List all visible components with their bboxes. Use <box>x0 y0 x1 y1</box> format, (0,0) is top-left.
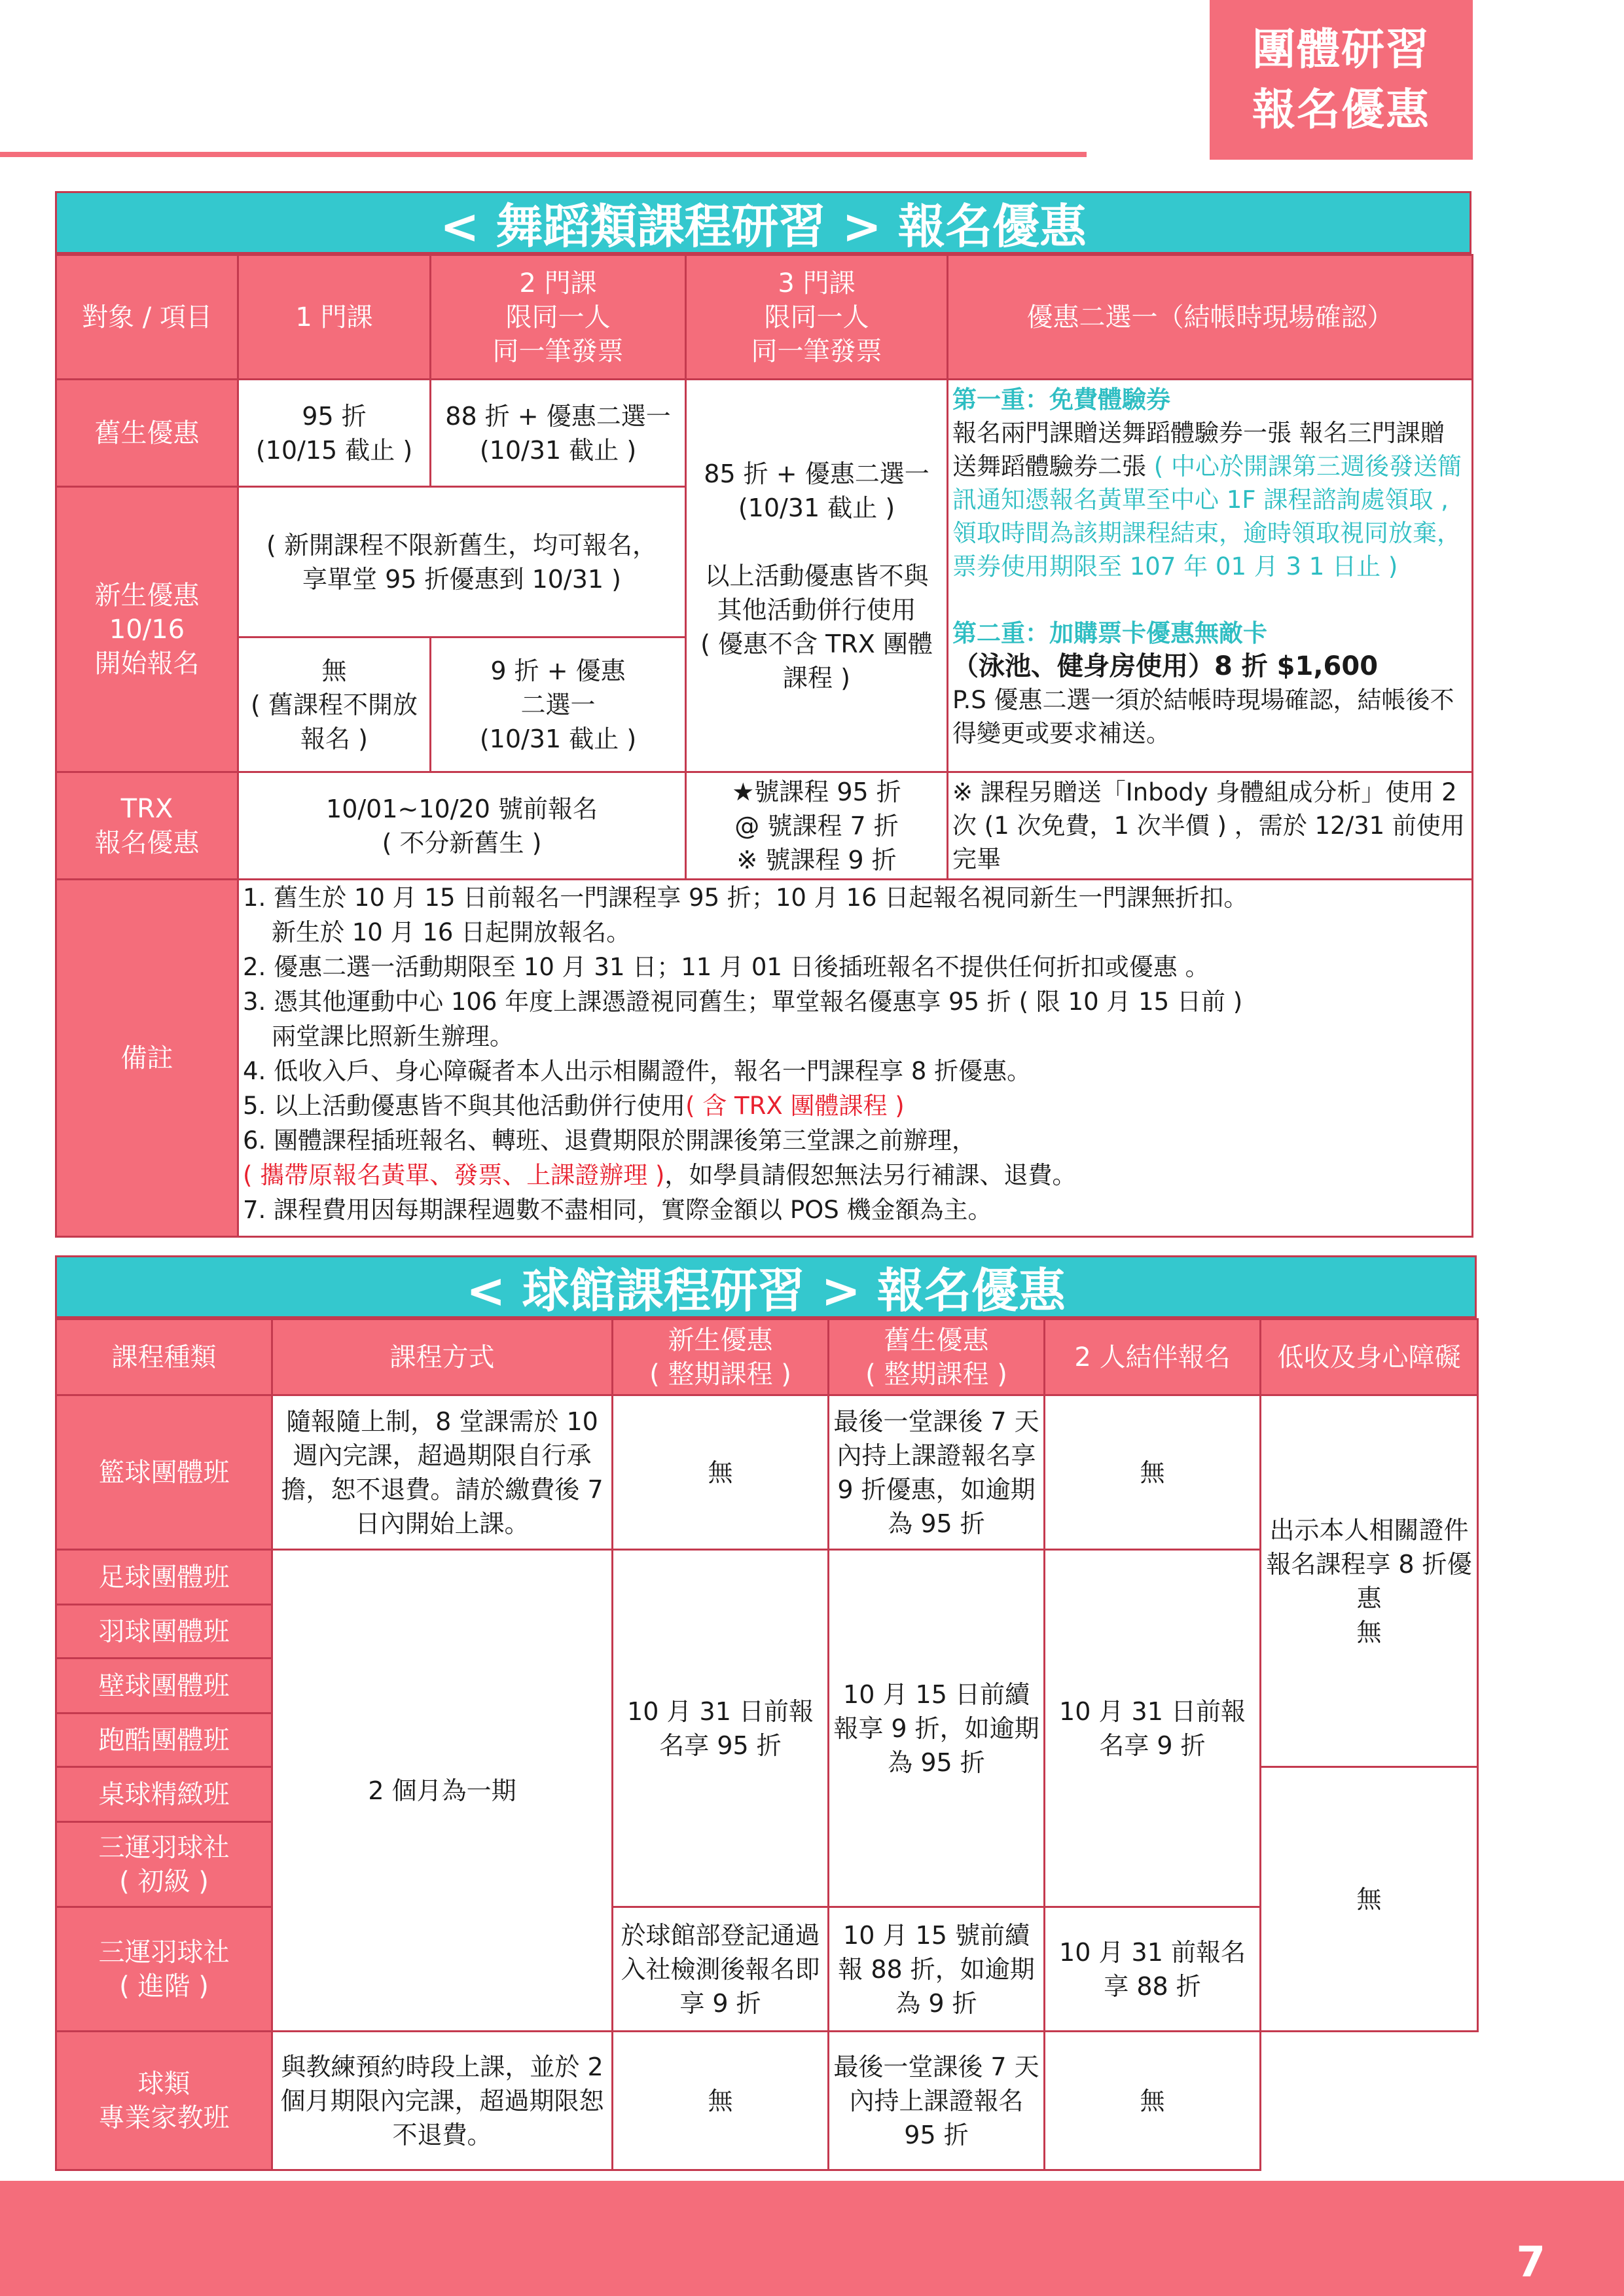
low-income-bottom: 無 <box>1261 1767 1478 2032</box>
header-choice: 優惠二選一（結帳時現場確認） <box>948 255 1473 380</box>
header-new: 新生優惠 ( 整期課程 ) <box>613 1319 829 1395</box>
row-label-table-tennis: 桌球精緻班 <box>56 1767 272 1822</box>
header-low-income: 低收及身心障礙 <box>1261 1319 1478 1395</box>
header-one-course: 1 門課 <box>238 255 431 380</box>
ball-table <box>55 1318 1479 2171</box>
header-course-type: 課程種類 <box>56 1319 272 1395</box>
section-tab-line2: 報名優惠 <box>1252 84 1430 135</box>
trx-dates: 10/01~10/20 號前報名 ( 不分新舊生 ) <box>238 772 686 880</box>
old-one-course: 95 折 (10/15 截止 ) <box>238 380 431 487</box>
coach-old: 最後一堂課後 7 天內持上課證報名 95 折 <box>829 2032 1045 2170</box>
trx-inbody-note: ※ 課程另贈送「Inbody 身體組成分析」使用 2 次 (1 次免費，1 次半價 ) ，需於 12/31 前使用完畢 <box>948 772 1473 880</box>
header-old: 舊生優惠 ( 整期課程 ) <box>829 1319 1045 1395</box>
row-label-basketball: 籃球團體班 <box>56 1395 272 1550</box>
basketball-pair: 無 <box>1045 1395 1261 1550</box>
first-offer-body: 報名兩門課贈送舞蹈體驗券一張 報名三門課贈送舞蹈體驗券二張 <box>952 419 1445 480</box>
dance-section-title <box>55 191 1471 254</box>
footer-bar <box>0 2181 1624 2296</box>
group-pair: 10 月 31 日前報名享 9 折 <box>1045 1550 1261 1907</box>
row-label-trx: TRX 報名優惠 <box>56 772 238 880</box>
row-label-badminton: 羽球團體班 <box>56 1605 272 1659</box>
choice-ps: P.S 優惠二選一須於結帳時現場確認，結帳後不得變更或要求補送。 <box>952 686 1454 747</box>
row-label-football: 足球團體班 <box>56 1550 272 1605</box>
row-label-badminton-advanced: 三運羽球社 ( 進階 ) <box>56 1907 272 2032</box>
section-tab-line1: 團體研習 <box>1252 24 1430 75</box>
advanced-pair: 10 月 31 前報名享 88 折 <box>1045 1907 1261 2032</box>
row-label-remarks: 備註 <box>56 880 238 1237</box>
advanced-new: 於球館部登記通過入社檢測後報名即享 9 折 <box>613 1907 829 2032</box>
new-two-courses: 9 折 + 優惠 二選一 (10/31 截止 ) <box>431 637 686 772</box>
old-two-courses: 88 折 + 優惠二選一 (10/31 截止 ) <box>431 380 686 487</box>
page-number: 7 <box>1516 2238 1545 2287</box>
first-offer-note: ( 中心於開課第三週後發送簡訊通知憑報名黃單至中心 1F 課程諮詢處領取 ,領取時間為該期課程結束，逾時領取視同放棄，票券使用期限至 107 年 01 月 3 1 日止 ) <box>952 452 1462 581</box>
group-method: 2 個月為一期 <box>272 1550 613 2032</box>
row-label-squash: 壁球團體班 <box>56 1659 272 1713</box>
group-new: 10 月 31 日前報名享 95 折 <box>613 1550 829 1907</box>
ball-title-text: < 球館課程研習 > 報名優惠 <box>466 1263 1066 1318</box>
coach-method: 與教練預約時段上課，並於 2 個月期限內完課，超過期限恕不退費。 <box>272 2032 613 2170</box>
basketball-new: 無 <box>613 1395 829 1550</box>
dance-table <box>55 254 1473 1238</box>
group-old: 10 月 15 日前續報享 9 折，如逾期為 95 折 <box>829 1550 1045 1907</box>
section-tab <box>1210 0 1473 160</box>
dance-title-text: < 舞蹈類課程研習 > 報名優惠 <box>440 199 1087 254</box>
three-course-offer: 85 折 + 優惠二選一 (10/31 截止 ) 以上活動優惠皆不與 其他活動併行使用 ( 優惠不含 TRX 團體 課程 ) <box>686 380 948 772</box>
header-pair: 2 人結伴報名 <box>1045 1319 1261 1395</box>
second-offer-title: 第二重：加購票卡優惠無敵卡 <box>952 619 1267 647</box>
second-offer-body: （泳池、健身房使用）8 折 $1,600 <box>952 651 1379 681</box>
row-label-coach: 球類 專業家教班 <box>56 2032 272 2170</box>
new-one-course: 無 ( 舊課程不開放 報名 ) <box>238 637 431 772</box>
header-two-courses: 2 門課 限同一人 同一筆發票 <box>431 255 686 380</box>
header-method: 課程方式 <box>272 1319 613 1395</box>
ball-section-title <box>55 1255 1477 1318</box>
row-label-new: 新生優惠 10/16 開始報名 <box>56 487 238 772</box>
trx-discounts: ★號課程 95 折 @ 號課程 7 折 ※ 號課程 9 折 <box>686 772 948 880</box>
remarks-list: 1. 舊生於 10 月 15 日前報名一門課程享 95 折；10 月 16 日起報名視同新生一門課無折扣。 新生於 10 月 16 日起開放報名。 2. 優惠二選一活動期限至 10 月 31 日；11 月 01 日後插班報名不提供任何折扣或優惠 。 3. 憑其他運動中心 106 年度上課憑證視同舊生；單堂報名優惠享 95 折 ( 限 10 月 15 日前 ) 兩堂課比照新生辦理。 4. 低收入戶、身心障礙者本人出示相關證件，報名一門課程享 8 折優惠。 5. 以上活動優惠皆不與其他活動併行使用( 含 TRX 團體課程 ) 6. 團體課程插班報名、轉班、退費期限於開課後第三堂課之前辦理， ( 攜帶原報名黃單、發票、上課證辦理 )，如學員請假恕無法另行補課、退費。 7. 課程費用因每期課程週數不盡相同，實際金額以 POS 機金額為主。 <box>238 880 1473 1237</box>
basketball-method: 隨報隨上制，8 堂課需於 10 週內完課，超過期限自行承擔，恕不退費。請於繳費後 7 日內開始上課。 <box>272 1395 613 1550</box>
row-label-old: 舊生優惠 <box>56 380 238 487</box>
low-income-offer: 出示本人相關證件報名課程享 8 折優惠 無 <box>1261 1395 1478 1767</box>
row-label-badminton-beginner: 三運羽球社 ( 初級 ) <box>56 1822 272 1907</box>
header-divider <box>0 152 1087 157</box>
choice-offers <box>948 380 1473 772</box>
header-three-courses: 3 門課 限同一人 同一筆發票 <box>686 255 948 380</box>
new-course-note: ( 新開課程不限新舊生，均可報名， 享單堂 95 折優惠到 10/31 ) <box>238 487 686 637</box>
basketball-old: 最後一堂課後 7 天內持上課證報名享 9 折優惠，如逾期為 95 折 <box>829 1395 1045 1550</box>
header-target: 對象 / 項目 <box>56 255 238 380</box>
first-offer-title: 第一重：免費體驗券 <box>952 386 1170 414</box>
coach-pair: 無 <box>1045 2032 1261 2170</box>
row-label-parkour: 跑酷團體班 <box>56 1713 272 1767</box>
advanced-old: 10 月 15 號前續報 88 折，如逾期為 9 折 <box>829 1907 1045 2032</box>
coach-new: 無 <box>613 2032 829 2170</box>
